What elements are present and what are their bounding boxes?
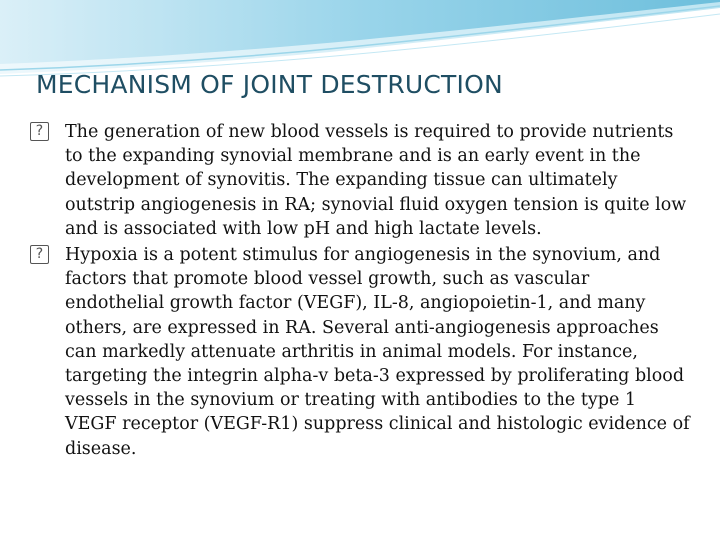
bullet-text-2: Hypoxia is a potent stimulus for angiogenesis in the synovium, and factors that promote blood vessel growth, such as vascular endothelial growth factor (VEGF), IL-8, angiopoietin-1, and many others, are expressed in RA. Several anti-angiogenesis approaches can markedly attenuate arthritis in animal models. For instance, targeting the integrin alpha-v beta-3 expressed by proliferating blood vessels in the synovium or treating with antibodies to the type 1 VEGF receptor (VEGF-R1) suppress clinical and histologic evidence of disease. (65, 245, 690, 459)
bullet-item-1 (30, 120, 690, 241)
slide-title: MECHANISM OF JOINT DESTRUCTION (36, 70, 503, 99)
bullet-list (30, 120, 690, 463)
missing-glyph-icon: ? (30, 245, 49, 264)
header-wave-decoration (0, 0, 720, 80)
bullet-item-2 (30, 243, 690, 461)
bullet-text-1: The generation of new blood vessels is required to provide nutrients to the expanding synovial membrane and is an early event in the development of synovitis. The expanding tissue can ultimately outstrip angiogenesis in RA; synovial fluid oxygen tension is quite low and is associated with low pH and high lactate levels. (65, 122, 687, 239)
missing-glyph-icon: ? (30, 122, 49, 141)
